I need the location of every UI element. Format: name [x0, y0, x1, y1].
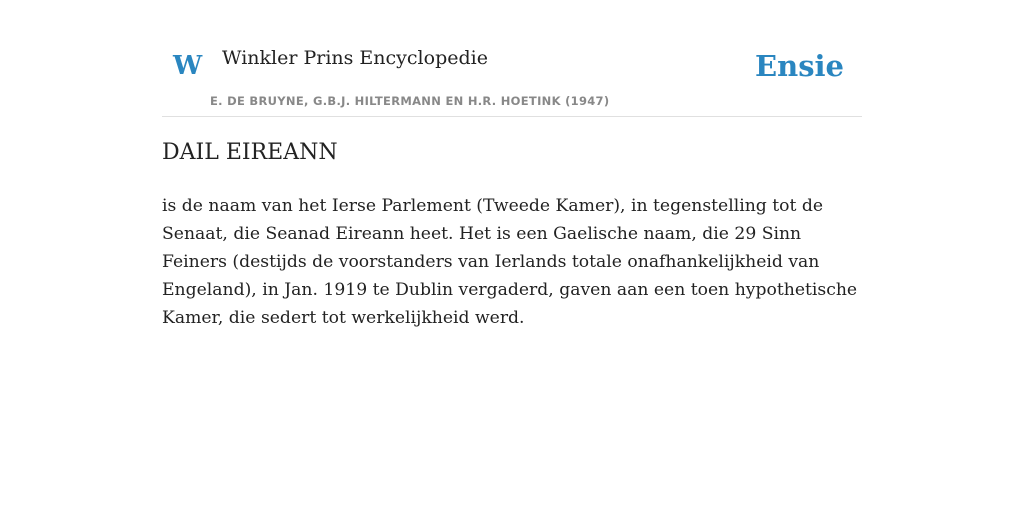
entry-title: DAIL EIREANN	[162, 140, 338, 165]
brand-logo[interactable]: Ensie	[755, 49, 844, 83]
source-header	[162, 40, 862, 117]
entry-body: is de naam van het Ierse Parlement (Tweede Kamer), in tegenstelling tot de Senaat, die Seanad Eireann heet. Het is een Gaelische naam, die 29 Sinn Feiners (destijds de voorstanders van Ierlands totale onafhankelijkheid van Engeland), in Jan. 1919 te Dublin vergaderd, gaven aan een toen hypothetische Kamer, die sedert tot werkelijkheid werd.	[162, 196, 858, 328]
source-authors: E. DE BRUYNE, G.B.J. HILTERMANN EN H.R. HOETINK (1947)	[210, 94, 610, 108]
source-logo-icon[interactable]: W	[173, 51, 203, 81]
source-title-link[interactable]: Winkler Prins Encyclopedie	[222, 47, 488, 69]
